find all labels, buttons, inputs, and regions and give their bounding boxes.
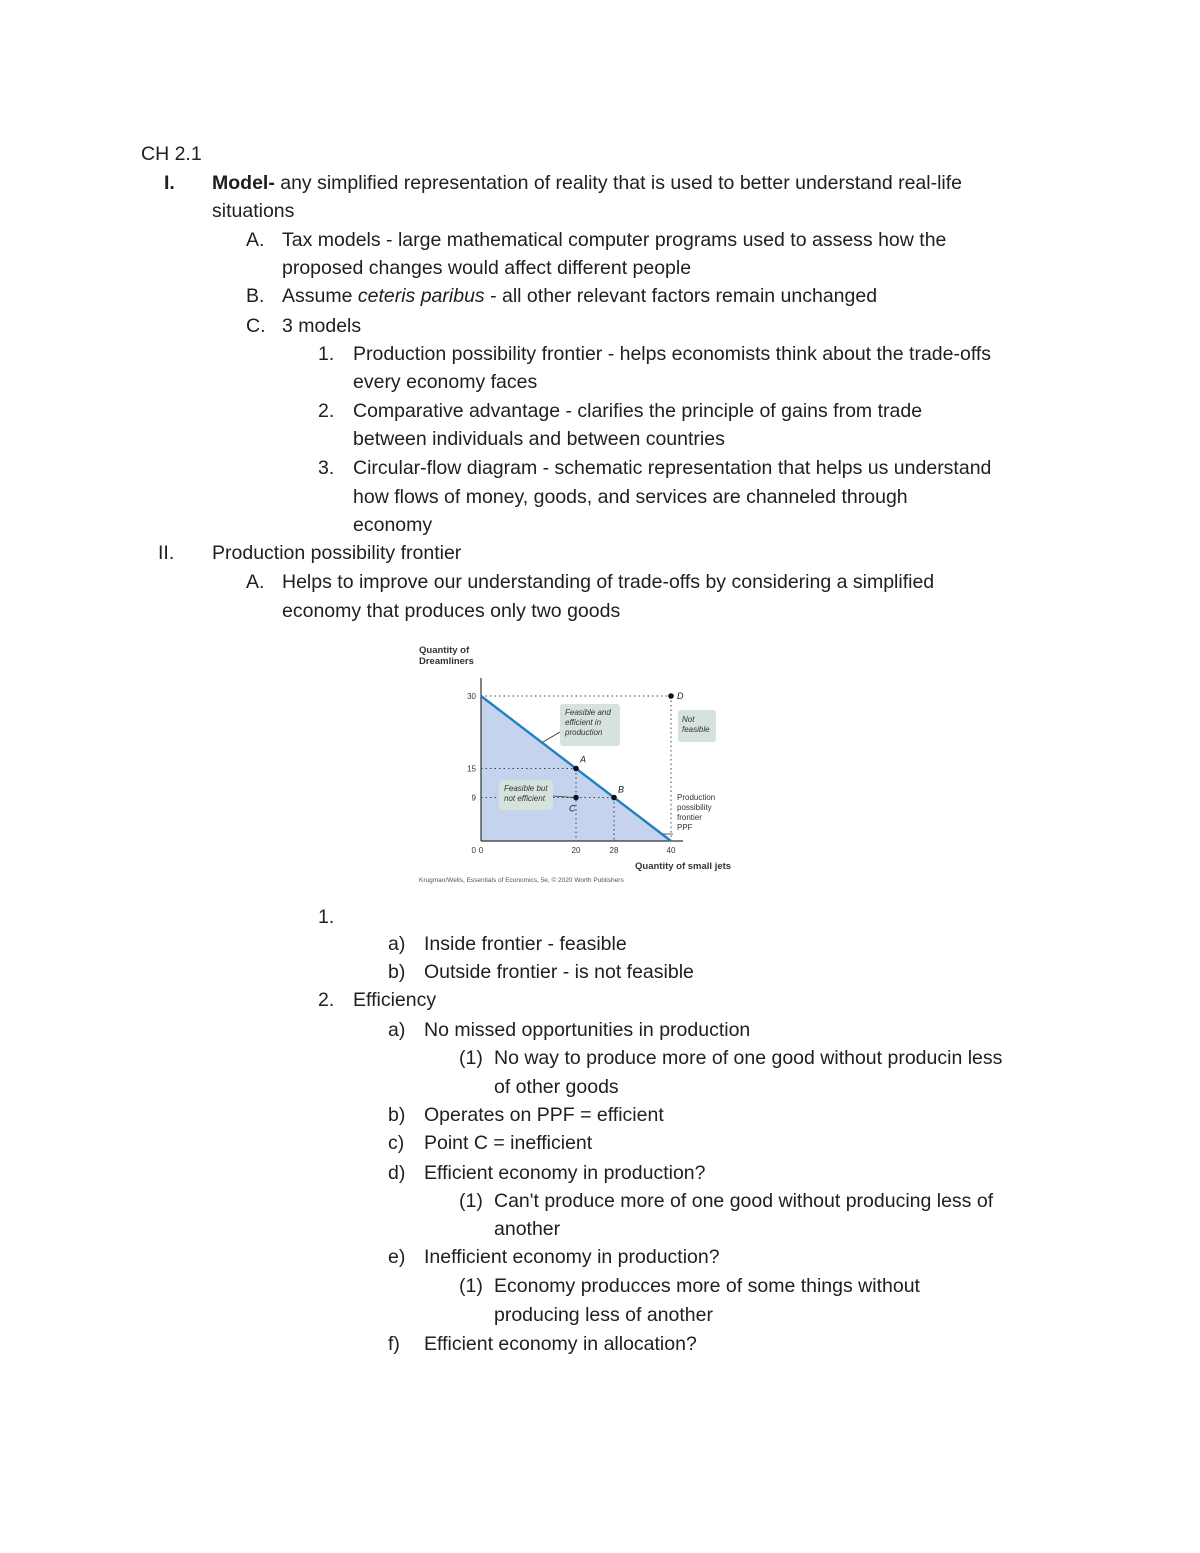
point-label-c: C bbox=[569, 803, 576, 814]
section-2-title: Production possibility frontier bbox=[212, 542, 462, 564]
eff-d1-cont: another bbox=[494, 1218, 561, 1240]
model-3-marker: 3. bbox=[318, 457, 335, 479]
ppf-1a-text: Inside frontier - feasible bbox=[424, 933, 627, 955]
item-1b-post: - all other relevant factors remain unchanged bbox=[484, 285, 878, 307]
ppf-1b-text: Outside frontier - is not feasible bbox=[424, 961, 694, 983]
chapter-heading: CH 2.1 bbox=[141, 143, 202, 165]
model-2-cont: between individuals and between countries bbox=[353, 428, 725, 450]
section-1-marker: I. bbox=[164, 172, 175, 194]
model-1-marker: 1. bbox=[318, 343, 335, 365]
model-2-marker: 2. bbox=[318, 400, 335, 422]
eff-c-marker: c) bbox=[388, 1132, 405, 1154]
y-tick-15: 15 bbox=[467, 764, 476, 774]
item-1b-pre: Assume bbox=[282, 285, 358, 307]
eff-e1-cont: producing less of another bbox=[494, 1304, 713, 1326]
item-1a-marker: A. bbox=[246, 229, 265, 251]
ppf-plot-area bbox=[467, 678, 716, 855]
model-3-cont: how flows of money, goods, and services are channeled through bbox=[353, 486, 908, 508]
section-1-line bbox=[212, 169, 962, 197]
eff-a1-marker: (1) bbox=[459, 1047, 483, 1069]
item-1b-text bbox=[282, 282, 877, 310]
section-1-line-cont: situations bbox=[212, 200, 295, 222]
ceteris-paribus: ceteris paribus bbox=[357, 285, 485, 307]
callout-ppf-line-4: PPF bbox=[677, 823, 693, 832]
model-1-cont: every economy faces bbox=[353, 371, 538, 393]
x-tick-0: 0 bbox=[478, 846, 484, 855]
item-1b-marker: B. bbox=[246, 285, 265, 307]
section-2-marker: II. bbox=[158, 542, 175, 564]
item-1c-marker: C. bbox=[246, 315, 266, 337]
point-label-d: D bbox=[677, 691, 684, 701]
eff-a1-cont: of other goods bbox=[494, 1076, 619, 1098]
efficiency-marker: 2. bbox=[318, 989, 335, 1011]
callout-pointer-efficient bbox=[543, 732, 560, 742]
item-2a-text: Helps to improve our understanding of trade-offs by considering a simplified bbox=[282, 571, 935, 593]
x-axis-label: Quantity of small jets bbox=[635, 861, 732, 872]
point-b bbox=[611, 795, 617, 801]
y-axis-label-line-1: Quantity of bbox=[419, 645, 470, 656]
callout-not-feasible-line-1: Not bbox=[682, 715, 695, 724]
model-definition: any simplified representation of reality that is used to better understand real-life bbox=[274, 172, 963, 194]
eff-d-marker: d) bbox=[388, 1162, 406, 1184]
callout-feasible-not-efficient-line-1: Feasible but bbox=[504, 784, 548, 793]
x-tick-28: 28 bbox=[609, 846, 619, 855]
item-1c-text: 3 models bbox=[282, 315, 362, 337]
eff-d1-marker: (1) bbox=[459, 1190, 483, 1212]
item-1a-cont: proposed changes would affect different people bbox=[282, 257, 692, 279]
eff-f-marker: f) bbox=[388, 1333, 400, 1355]
ppf-chart bbox=[415, 638, 745, 888]
ppf-item-1-marker: 1. bbox=[318, 906, 335, 928]
callout-not-feasible-line-2: feasible bbox=[682, 725, 710, 734]
callout-ppf-line-1: Production bbox=[677, 793, 716, 802]
efficiency-title: Efficiency bbox=[353, 989, 437, 1011]
ppf-figure bbox=[415, 638, 745, 888]
eff-d-text: Efficient economy in production? bbox=[424, 1162, 706, 1184]
eff-b-marker: b) bbox=[388, 1104, 406, 1126]
model-3-text: Circular-flow diagram - schematic representation that helps us understand bbox=[353, 457, 992, 479]
origin-label: 0 bbox=[471, 846, 476, 855]
item-2a-marker: A. bbox=[246, 571, 265, 593]
eff-e1-marker: (1) bbox=[459, 1275, 483, 1297]
eff-c-text: Point C = inefficient bbox=[424, 1132, 593, 1154]
callout-feasible-not-efficient-line-2: not efficient bbox=[504, 794, 545, 803]
ppf-1a-marker: a) bbox=[388, 933, 406, 955]
eff-e-marker: e) bbox=[388, 1246, 406, 1268]
callout-ppf-line-3: frontier bbox=[677, 813, 702, 822]
point-c bbox=[573, 795, 579, 801]
callout-feasible-efficient-line-1: Feasible and bbox=[565, 708, 611, 717]
item-2a-cont: economy that produces only two goods bbox=[282, 600, 621, 622]
item-1a-text: Tax models - large mathematical computer programs used to assess how the bbox=[282, 229, 947, 251]
point-label-b: B bbox=[618, 784, 625, 795]
y-tick-9: 9 bbox=[471, 793, 476, 803]
y-tick-30: 30 bbox=[467, 692, 476, 701]
x-tick-40: 40 bbox=[666, 846, 676, 855]
y-axis-label-line-2: Dreamliners bbox=[419, 656, 474, 667]
model-1-text: Production possibility frontier - helps economists think about the trade-offs bbox=[353, 343, 992, 365]
model-term: Model- bbox=[212, 172, 275, 194]
eff-a-text: No missed opportunities in production bbox=[424, 1019, 751, 1041]
callout-ppf-line-2: possibility bbox=[677, 803, 712, 812]
eff-f-text: Efficient economy in allocation? bbox=[424, 1333, 697, 1355]
eff-b-text: Operates on PPF = efficient bbox=[424, 1104, 664, 1126]
eff-a1-text: No way to produce more of one good without producin less bbox=[494, 1047, 1003, 1069]
callout-feasible-efficient-line-2: efficient in bbox=[565, 718, 602, 727]
model-3-cont2: economy bbox=[353, 514, 433, 536]
eff-e-text: Inefficient economy in production? bbox=[424, 1246, 720, 1268]
eff-e1-text: Economy producces more of some things without bbox=[494, 1275, 920, 1297]
point-d bbox=[668, 693, 674, 699]
eff-d1-text: Can't produce more of one good without producing less of bbox=[494, 1190, 994, 1212]
point-a bbox=[573, 766, 579, 772]
x-tick-20: 20 bbox=[571, 846, 581, 855]
eff-a-marker: a) bbox=[388, 1019, 406, 1041]
point-label-a: A bbox=[580, 754, 587, 765]
callout-feasible-efficient-line-3: production bbox=[565, 728, 603, 737]
figure-credit: Krugman/Wells, Essentials of Economics, 5e, © 2020 Worth Publishers bbox=[419, 877, 624, 884]
ppf-1b-marker: b) bbox=[388, 961, 406, 983]
model-2-text: Comparative advantage - clarifies the principle of gains from trade bbox=[353, 400, 923, 422]
